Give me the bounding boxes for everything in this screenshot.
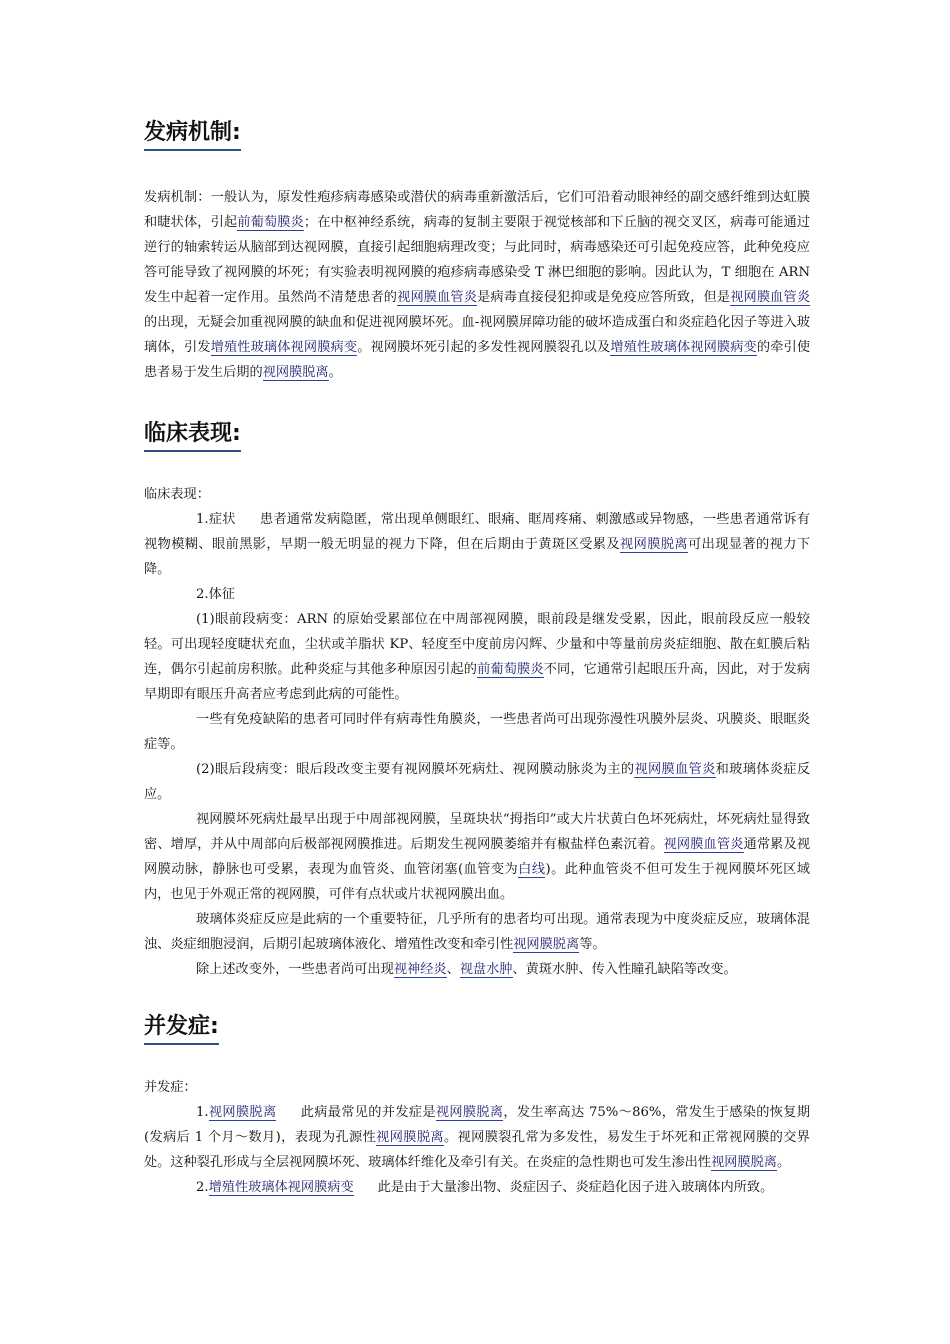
- necrosis-paragraph: 视网膜坏死病灶最早出现于中周部视网膜，呈斑块状“拇指印”或大片状黄白色坏死病灶，坏死病灶显得致密、增厚，并从中周部向后极部视网膜推进。后期发生视网膜萎缩并有椒盐样色素沉着。视网膜血管炎通常累及视网膜动脉，静脉也可受累，表现为血管炎、血管闭塞(血管变为白线)。此种血管炎不但可发生于视网膜坏死区域内，也见于外观正常的视网膜，可伴有点状或片状视网膜出血。: [144, 812, 811, 902]
- link-optic-neuritis[interactable]: 视神经炎: [393, 962, 447, 977]
- link-pvr[interactable]: 增殖性玻璃体视网膜病变: [208, 1180, 354, 1195]
- immunodeficiency-paragraph: 一些有免疫缺陷的患者可同时伴有病毒性角膜炎，一些患者尚可出现弥漫性巩膜外层炎、巩膜炎、眼眶炎症等。: [144, 712, 810, 752]
- vitreous-paragraph: 玻璃体炎症反应是此病的一个重要特征，几乎所有的患者均可出现。通常表现为中度炎症反应，玻璃体混浊、炎症细胞浸润，后期引起玻璃体液化、增殖性改变和牵引性视网膜脱离等。: [144, 912, 810, 952]
- link-retinal-detachment[interactable]: 视网膜脱离: [513, 937, 580, 952]
- link-anterior-uveitis[interactable]: 前葡萄膜炎: [477, 662, 544, 677]
- other-changes-paragraph: 除上述改变外，一些患者尚可出现视神经炎、视盘水肿、黄斑水肿、传入性瞳孔缺陷等改变。: [196, 962, 737, 977]
- complication-pvr-paragraph: 2.增殖性玻璃体视网膜病变 此是由于大量渗出物、炎症因子、炎症趋化因子进入玻璃体内所致。: [196, 1180, 774, 1195]
- link-retinal-detachment[interactable]: 视网膜脱离: [262, 365, 329, 380]
- link-retinal-detachment[interactable]: 视网膜脱离: [711, 1155, 777, 1170]
- link-retinal-vasculitis[interactable]: 视网膜血管炎: [730, 290, 811, 305]
- heading-clinical-manifestations: 临床表现:: [144, 419, 241, 452]
- anterior-segment-paragraph: (1)眼前段病变：ARN 的原始受累部位在中周部视网膜，眼前段是继发受累，因此，眼前段反应一般较轻。可出现轻度睫状充血，尘状或羊脂状 KP、轻度至中度前房闪辉、少量和中等量前房炎症细胞、散在虹膜后粘连，偶尔引起前房积脓。此种炎症与其他多种原因引起的前葡萄膜炎不同，它通常引起眼压升高，因此，对于发病早期即有眼压升高者应考虑到此病的可能性。: [144, 612, 811, 702]
- link-retinal-detachment[interactable]: 视网膜脱离: [620, 537, 689, 552]
- symptoms-paragraph: 1.症状 患者通常发病隐匿，常出现单侧眼红、眼痛、眶周疼痛、刺激感或异物感，一些患者通常诉有视物模糊、眼前黑影，早期一般无明显的视力下降，但在后期由于黄斑区受累及视网膜脱离可出现显著的视力下降。: [144, 512, 811, 577]
- heading-pathogenesis: 发病机制:: [144, 118, 241, 151]
- clinical-intro: 临床表现：: [144, 487, 210, 502]
- link-retinal-detachment[interactable]: 视网膜脱离: [435, 1105, 504, 1120]
- link-retinal-detachment[interactable]: 视网膜脱离: [208, 1105, 277, 1120]
- link-white-line[interactable]: 白线: [518, 862, 546, 877]
- pathogenesis-paragraph: 发病机制：一般认为，原发性疱疹病毒感染或潜伏的病毒重新激活后，它们可沿着动眼神经的副交感纤维到达虹膜和睫状体，引起前葡萄膜炎；在中枢神经系统，病毒的复制主要限于视觉核部和下丘脑的视交叉区，病毒可能通过逆行的轴索转运从脑部到达视网膜，直接引起细胞病理改变；与此同时，病毒感染还可引起免疫应答，此种免疫应答可能导致了视网膜的坏死；有实验表明视网膜的疱疹病毒感染受 T 淋巴细胞的影响。因此认为，T 细胞在 ARN 发生中起着一定作用。虽然尚不清楚患者的视网膜血管炎是病毒直接侵犯抑或是免疫应答所致，但是视网膜血管炎的出现，无疑会加重视网膜的缺血和促进视网膜坏死。血-视网膜屏障功能的破坏造成蛋白和炎症趋化因子等进入玻璃体，引发增殖性玻璃体视网膜病变。视网膜坏死引起的多发性视网膜裂孔以及增殖性玻璃体视网膜病变的牵引使患者易于发生后期的视网膜脱离。: [144, 190, 811, 380]
- link-retinal-vasculitis[interactable]: 视网膜血管炎: [397, 290, 478, 305]
- posterior-segment-paragraph: (2)眼后段病变：眼后段改变主要有视网膜坏死病灶、视网膜动脉炎为主的视网膜血管炎和玻璃体炎症反应。: [144, 762, 811, 802]
- link-retinal-detachment[interactable]: 视网膜脱离: [376, 1130, 444, 1145]
- document-content: [144, 118, 810, 1200]
- link-retinal-vasculitis[interactable]: 视网膜血管炎: [634, 762, 716, 777]
- link-optic-disc-edema[interactable]: 视盘水肿: [459, 962, 513, 977]
- link-anterior-uveitis[interactable]: 前葡萄膜炎: [237, 215, 304, 230]
- complication-detachment-paragraph: 1.视网膜脱离 此病最常见的并发症是视网膜脱离，发生率高达 75%～86%，常发生于感染的恢复期(发病后 1 个月～数月)，表现为孔源性视网膜脱离。视网膜裂孔常为多发性，易发生于坏死和正常视网膜的交界处。这种裂孔形成与全层视网膜坏死、玻璃体纤维化及牵引有关。在炎症的急性期也可发生渗出性视网膜脱离。: [144, 1105, 811, 1170]
- complications-intro: 并发症：: [144, 1080, 197, 1095]
- signs-heading: 2.体征: [196, 587, 235, 602]
- link-pvr[interactable]: 增殖性玻璃体视网膜病变: [210, 340, 358, 355]
- link-retinal-vasculitis[interactable]: 视网膜血管炎: [663, 837, 744, 852]
- heading-complications: 并发症:: [144, 1012, 219, 1045]
- link-pvr[interactable]: 增殖性玻璃体视网膜病变: [610, 340, 757, 355]
